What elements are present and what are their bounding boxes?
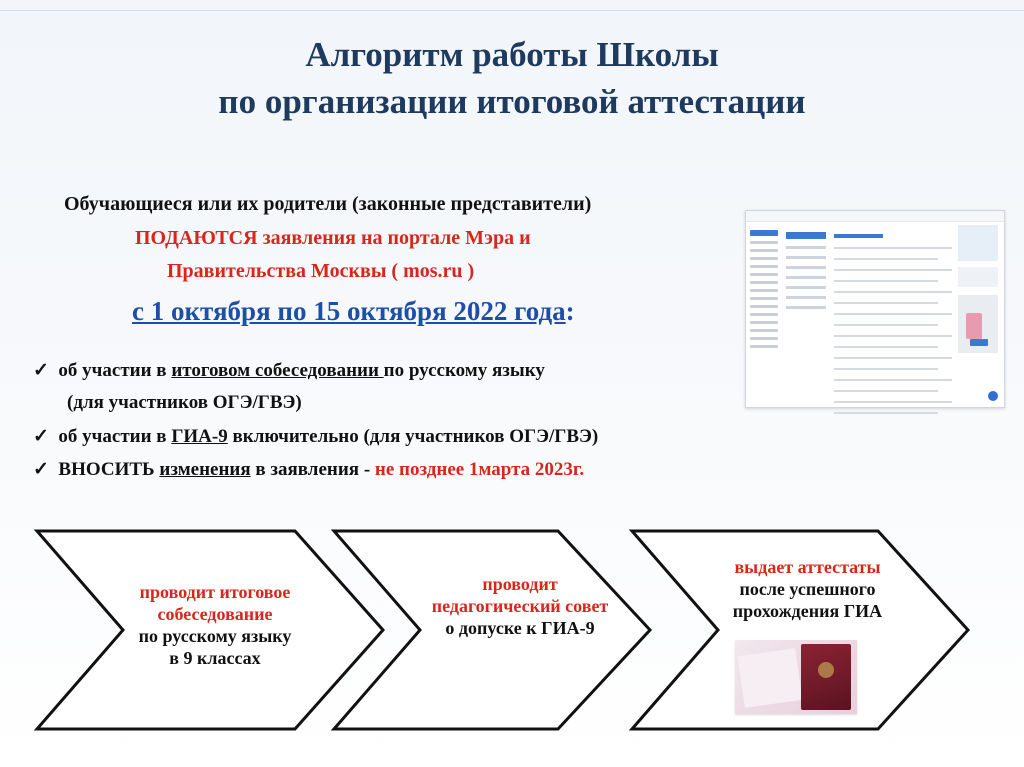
check-icon: ✓ xyxy=(33,426,49,447)
intro-line-1: Обучающиеся или их родители (законные представители) xyxy=(64,193,592,215)
intro-submit-word: ПОДАЮТСЯ xyxy=(135,227,258,249)
page-title: Алгоритм работы Школы xyxy=(305,35,719,74)
page-subtitle: по организации итоговой аттестации xyxy=(218,82,806,121)
intro-line-3: Правительства Москвы ( mos.ru ) xyxy=(167,260,475,282)
certificate-image xyxy=(735,640,857,714)
bullet-1-line-2: (для участников ОГЭ/ГВЭ) xyxy=(67,392,302,413)
portal-categories xyxy=(784,225,828,377)
step-1-text: проводит итоговое собеседование по русскому языку в 9 классах xyxy=(138,582,292,668)
bullet-1-underlined: итоговом собеседовании xyxy=(171,360,384,381)
intro-line-2-rest: заявления на портале Мэра и xyxy=(257,227,531,249)
intro-line-2 xyxy=(135,227,531,250)
dates-text: с 1 октября по 15 октября 2022 года xyxy=(132,296,566,326)
step-2-text: проводит педагогический совет о допуске к ГИА-9 xyxy=(431,574,609,638)
top-divider xyxy=(0,10,1024,11)
bullet-1: ✓ об участии в итоговом собеседовании по русскому языку xyxy=(33,360,545,381)
check-icon: ✓ xyxy=(33,459,49,480)
portal-topbar xyxy=(746,211,1004,222)
step-3-text: выдает аттестаты после успешного прохождения ГИА xyxy=(732,557,883,621)
bullet-3-underlined: изменения xyxy=(159,459,251,480)
bullet-2-underlined: ГИА-9 xyxy=(171,426,228,447)
dates-colon: : xyxy=(565,296,575,326)
portal-left-menu xyxy=(748,225,780,403)
bullet-2: ✓ об участии в ГИА-9 включительно (для участников ОГЭ/ГВЭ) xyxy=(33,426,599,447)
portal-chat-icon xyxy=(988,391,998,401)
intro-dates xyxy=(132,296,575,327)
portal-sidebar xyxy=(958,225,1000,393)
portal-screenshot xyxy=(745,210,1005,408)
check-icon: ✓ xyxy=(33,360,49,381)
bullet-3: ✓ ВНОСИТЬ изменения в заявления - не позднее 1марта 2023г. xyxy=(33,459,585,480)
bullet-3-deadline: не позднее 1марта 2023г. xyxy=(374,459,585,480)
portal-services-list xyxy=(832,225,954,393)
